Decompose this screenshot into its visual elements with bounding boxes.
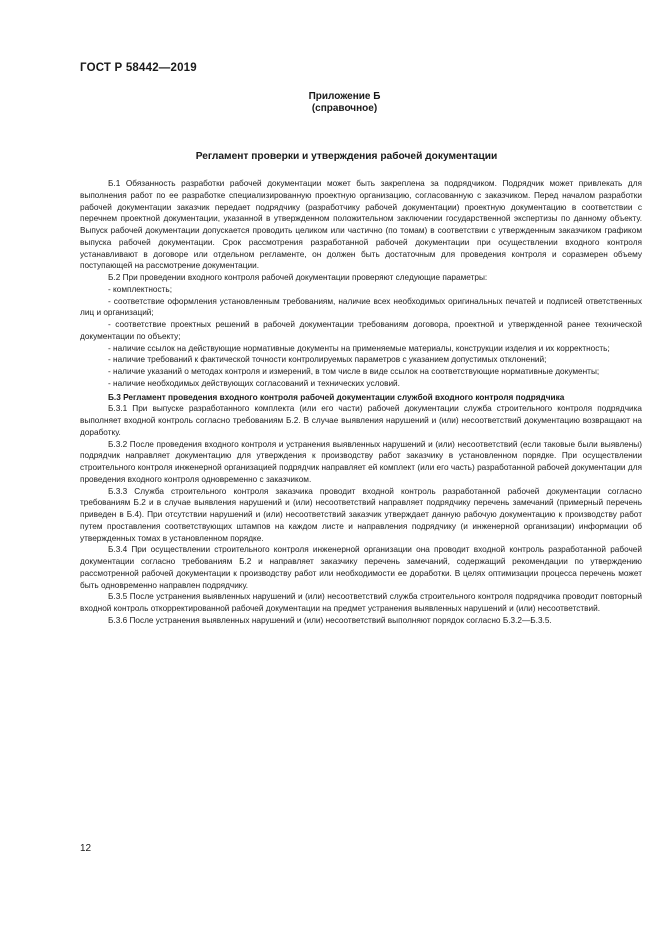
list-item: - наличие ссылок на действующие нормативные документы на применяемые материалы, конструкции изделия и их корректность; [108, 343, 610, 353]
standard-header: ГОСТ Р 58442—2019 [80, 62, 197, 74]
paragraph-b3-4: Б.3.4 При осуществлении строительного контроля инженерной организации она проводит входной контроль разработанной рабочей документации согласно требованиям Б.2 и направляет заказчику перечень замечаний, содержащий рекомендации по утверждению рассмотренной рабочей документации к производству работ или необходимости ее доработки. В целях оптимизации процесса перечень может быть одновременно направлен подрядчику. [80, 545, 642, 590]
paragraph-b3-1: Б.3.1 При выпуске разработанного комплекта (или его части) рабочей документации служба строительного контроля подрядчика выполняет входной контроль согласно требованиям Б.2. В случае выявления нарушений и (или) несоответствий документацию возвращают на доработку. [80, 404, 642, 437]
paragraph-b2: Б.2 При проведении входного контроля рабочей документации проверяют следующие параметры: [108, 273, 488, 282]
document-body [80, 178, 642, 627]
appendix-label: Приложение Б [308, 91, 381, 102]
list-item: - комплектность; [108, 284, 172, 294]
appendix-heading [0, 91, 661, 115]
section-heading-b3: Б.3 Регламент проведения входного контроля рабочей документации службой входного контроля подрядчика [108, 392, 565, 402]
paragraph-b3-2: Б.3.2 После проведения входного контроля и устранения выявленных нарушений и (или) несоответствий (если таковые были выявлены) подрядчик направляет документацию для утверждения к производству работ заказчику в установленном порядке. При осуществлении строительного контроля инженерной организацией подрядчик направляет ей комплект (или его часть) разработанной рабочей документации для проведения входного контроля одновременно с заказчиком. [80, 439, 642, 484]
paragraph-b3-6: Б.3.6 После устранения выявленных нарушений и (или) несоответствий выполняют порядок согласно Б.3.2—Б.3.5. [108, 615, 552, 625]
list-item: - соответствие оформления установленным требованиям, наличие всех необходимых оригинальных печатей и подписей ответственных лиц и организаций; [80, 296, 642, 318]
paragraph-b3-3: Б.3.3 Служба строительного контроля заказчика проводит входной контроль разработанной рабочей документации согласно требованиям Б.2 и в случае выявления нарушений и (или) несоответствий направляет подрядчику перечень замечаний (примерный перечень приведен в Б.4). При отсутствии нарушений и (или) несоответствий заказчик утверждает данную рабочую документацию к производству работ путем проставления соответствующих штампов на каждом листе и направления подрядчику (и инженерной организации) информации об утвержденных томах в установленном порядке. [80, 486, 642, 543]
list-item: - наличие требований к фактической точности контролируемых параметров с указанием допустимых отклонений; [108, 355, 547, 365]
appendix-note: (справочное) [311, 103, 378, 114]
list-item: - наличие необходимых действующих согласований и технических условий. [108, 378, 400, 388]
paragraph-b1: Б.1 Обязанность разработки рабочей документации может быть закреплена за подрядчиком. Подрядчик может привлекать для выполнения работ по ее разработке специализированную проектную организацию, согласованную с заказчиком. Перед началом разработки рабочей документации заказчик передает подрядчику (разработчику рабочей документации) проектную документацию в соответствии с перечнем проектной документации, указанной в утвержденном положительном заключении государственной экспертизы по данному объекту. Выпуск рабочей документации допускается проводить целиком или частично (по томам) в соответствии с утвержденным заказчиком графиком выпуска рабочей документации. Срок рассмотрения разработанной рабочей документации при осуществлении входного контроля устанавливают в договоре или отдельном регламенте, он должен быть достаточным для проведения контроля и соразмерен объему поступающей на рассмотрение документации. [80, 179, 642, 271]
paragraph-b3-5: Б.3.5 После устранения выявленных нарушений и (или) несоответствий служба строительного контроля подрядчика проводит повторный входной контроль откорректированной рабочей документации на предмет устранения выявленных нарушений и (или) несоответствий. [80, 592, 642, 613]
page-number: 12 [80, 843, 92, 854]
document-title: Регламент проверки и утверждения рабочей документации [195, 151, 498, 162]
list-item: - соответствие проектных решений в рабочей документации требованиям договора, проектной и утвержденной ранее технической документации по объекту; [80, 320, 642, 341]
list-item: - наличие указаний о методах контроля и измерений, в том числе в виде ссылок на соответствующие нормативные документы; [108, 367, 600, 376]
